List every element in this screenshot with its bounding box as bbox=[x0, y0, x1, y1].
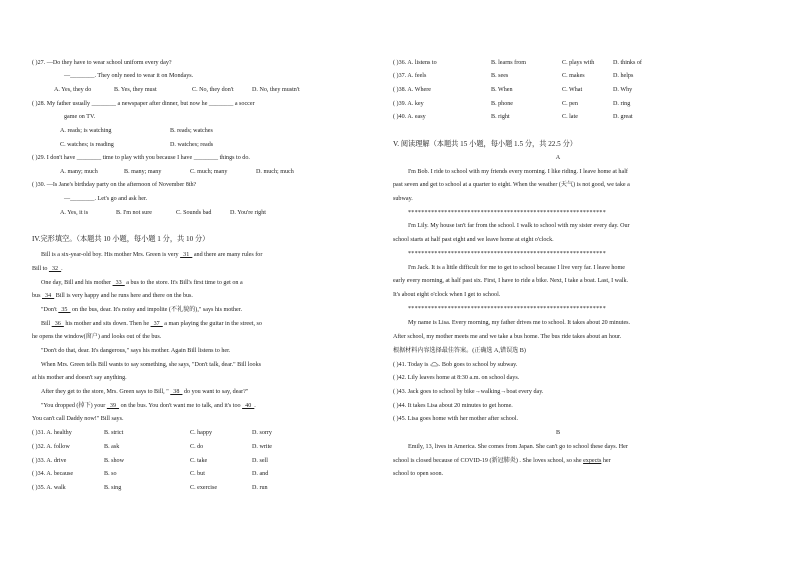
passage-a-lily-line: school starts at half past eight and we leave home at eight o'clock. bbox=[393, 237, 554, 243]
q31-35-option[interactable]: D. run bbox=[252, 485, 268, 491]
q36-40-option[interactable]: C. What bbox=[562, 87, 583, 93]
q36-40-option[interactable]: B. When bbox=[491, 87, 513, 93]
q28-option-b[interactable]: B. reads; watches bbox=[170, 128, 213, 134]
q36-40-option[interactable]: B. right bbox=[491, 114, 510, 120]
cloze-text: at his mother and doesn't say anything. bbox=[32, 375, 127, 381]
cloze-blank-32[interactable]: 32 bbox=[48, 266, 62, 272]
cloze-text: "You dropped (掉下) your bbox=[41, 403, 107, 409]
q36-40-option[interactable]: B. sees bbox=[491, 73, 509, 79]
q29-option-a[interactable]: A. many; much bbox=[60, 169, 98, 175]
cloze-line bbox=[41, 388, 248, 396]
q28-stem: ( )28. My father usually ________ a newspaper after dinner, but now he ________ a soccer bbox=[32, 101, 255, 107]
cloze-blank-39[interactable]: 39 bbox=[106, 403, 120, 409]
cloze-text: . bbox=[61, 266, 63, 272]
cloze-text: Bill is a six-year-old boy. His mother Mrs. Green is very bbox=[41, 252, 181, 258]
q28-option-d[interactable]: D. watches; reads bbox=[170, 142, 214, 148]
cloze-text: One day, Bill and his mother bbox=[41, 280, 113, 286]
cloze-line bbox=[32, 415, 124, 423]
q36-40-option[interactable]: B. phone bbox=[491, 101, 514, 107]
cloze-text: a bus to the store. It's Bill's first time to get on a bbox=[124, 280, 243, 286]
cloze-line bbox=[41, 347, 230, 355]
q27-option-d[interactable]: D. No, they mustn't bbox=[252, 87, 300, 93]
q36-40-option: ( )39. A. key bbox=[393, 101, 424, 107]
cloze-text: When Mrs. Green tells Bill wants to say something, she says, "Don't talk, dear." Bill looks bbox=[41, 362, 262, 368]
cloze-text: Bill is very happy and he runs here and there on the bus. bbox=[54, 293, 193, 299]
passage-a-jack-line: It's about eight o'clock when I get to school. bbox=[393, 292, 501, 298]
q31-35-row bbox=[32, 429, 354, 437]
cloze-blank-40[interactable]: 40 bbox=[242, 403, 255, 409]
passage-a-jack-line: I'm Jack. It is a little difficult for me to get to school because I live very far. I leave home bbox=[408, 265, 625, 271]
q31-35-row bbox=[32, 443, 354, 451]
q27-sub: —________. They only need to wear it on Mondays. bbox=[64, 73, 194, 79]
q31-35-option[interactable]: C. exercise bbox=[190, 485, 218, 491]
q31-35-option[interactable]: B. strict bbox=[104, 430, 124, 436]
q31-35-option[interactable]: B. sing bbox=[104, 485, 122, 491]
cloze-blank-33[interactable]: 33 bbox=[112, 280, 125, 286]
cloze-line bbox=[41, 251, 262, 259]
cloze-line bbox=[41, 279, 243, 287]
q31-35-option: ( )35. A. walk bbox=[32, 485, 66, 491]
q31-35-option[interactable]: C. but bbox=[190, 471, 205, 477]
q43: ( )43. Jack goes to school by bike→walking→boat every day. bbox=[393, 389, 544, 395]
q30-option-b[interactable]: B. I'm not sure bbox=[116, 210, 152, 216]
separator-stars: ************************************************************ bbox=[408, 306, 606, 312]
cloze-line bbox=[41, 306, 242, 314]
q27-option-b[interactable]: B. Yes, they must bbox=[114, 87, 157, 93]
cloze-text: "Don't bbox=[41, 307, 59, 313]
q36-40-option[interactable]: C. late bbox=[562, 114, 578, 120]
q36-40-option[interactable]: D. thinks of bbox=[613, 60, 642, 66]
q31-35-option[interactable]: B. show bbox=[104, 458, 124, 464]
underlined-word: expects bbox=[583, 458, 602, 464]
cloze-blank-34[interactable]: 34 bbox=[42, 293, 55, 299]
cloze-text: his mother and sits down. Then he bbox=[63, 321, 151, 327]
passage-b-line: Emily, 13, lives in America. She comes from Japan. She can't go to school these days. Her bbox=[408, 444, 628, 450]
cloze-text: on the bus, dear. It's noisy and impolite (不礼貌的)," says his mother. bbox=[70, 307, 242, 313]
q31-35-option[interactable]: C. do bbox=[190, 444, 204, 450]
passage-b-line: school to open soon. bbox=[393, 471, 444, 477]
cloze-line bbox=[41, 361, 261, 369]
cloze-line bbox=[32, 265, 63, 273]
cloze-text: bus bbox=[32, 293, 42, 299]
cloze-text: . bbox=[254, 403, 256, 409]
passage-a-lisa-line: My name is Lisa. Every morning, my father drives me to school. It takes about 20 minutes. bbox=[408, 320, 631, 326]
q31-35-option[interactable]: D. and bbox=[252, 471, 269, 477]
cloze-blank-36[interactable]: 36 bbox=[51, 321, 64, 327]
cloze-line bbox=[32, 333, 161, 341]
separator-stars: ************************************************************ bbox=[408, 210, 606, 216]
q41 bbox=[393, 361, 517, 369]
q36-40-option[interactable]: C. plays with bbox=[562, 60, 595, 66]
cloze-text: he opens the window(窗户) and looks out of the bus. bbox=[32, 334, 162, 340]
cloze-text: After they get to the store, Mrs. Green says to Bill, " bbox=[41, 389, 171, 395]
q44: ( )44. It takes Lisa about 20 minutes to get home. bbox=[393, 403, 513, 409]
q28-options-row1 bbox=[60, 127, 350, 135]
q31-35-option[interactable]: C. happy bbox=[190, 430, 213, 436]
passage-a-lisa-line: After school, my mother meets me and we take a bus home. The bus ride takes about an hour. bbox=[393, 334, 622, 340]
q29-option-d[interactable]: D. much; much bbox=[256, 169, 294, 175]
q31-35-row bbox=[32, 470, 354, 478]
passage-a-bob-line: I'm Bob. I ride to school with my friends every morning. I like riding. I leave home at half bbox=[408, 169, 628, 175]
passage-b-label: B bbox=[555, 430, 561, 436]
q28-option-c[interactable]: C. watches; is reading bbox=[60, 142, 114, 148]
cloze-text: "Don't do that, dear. It's dangerous," says his mother. Again Bill listens to her. bbox=[41, 348, 231, 354]
q31-35-option: ( )34. A. because bbox=[32, 471, 74, 477]
section-4-title: IV.完形填空。（本题共 10 小题，每小题 1 分，共 10 分） bbox=[32, 235, 210, 243]
q29-stem: ( )29. I don't have ________ time to play with you because I have ________ things to do. bbox=[32, 155, 250, 161]
q27-option-c[interactable]: C. No, they don't bbox=[192, 87, 234, 93]
q36-40-option: ( )38. A. Where bbox=[393, 87, 431, 93]
cloze-line bbox=[32, 292, 193, 300]
cloze-text: a man playing the guitar in the street, so bbox=[162, 321, 262, 327]
q36-40-option[interactable]: C. pen bbox=[562, 101, 578, 107]
q28-cont: game on TV. bbox=[64, 114, 96, 120]
cloze-line bbox=[41, 402, 256, 410]
cloze-text: on the bus. You don't want me to talk, and it's too bbox=[119, 403, 243, 409]
q28-option-a[interactable]: A. reads; is watching bbox=[60, 128, 112, 134]
q27-stem: ( )27. —Do they have to wear school uniform every day? bbox=[32, 60, 172, 66]
cloze-line bbox=[41, 320, 262, 328]
q36-40-option: ( )40. A. easy bbox=[393, 114, 426, 120]
q36-40-row bbox=[393, 59, 723, 67]
q36-40-row bbox=[393, 72, 723, 80]
q31-35-option: ( )32. A. follow bbox=[32, 444, 70, 450]
q30-option-c[interactable]: C. Sounds bad bbox=[176, 210, 212, 216]
passage-b-line bbox=[393, 457, 611, 465]
passage-a-jack-line: early every morning, at half past six. First, I have to ride a bike. Next, I take a boat. Last, I walk. bbox=[393, 278, 629, 284]
q36-40-option[interactable]: D. helps bbox=[613, 73, 634, 79]
q36-40-option: ( )36. A. listens to bbox=[393, 60, 437, 66]
passage-a-label: A bbox=[555, 155, 561, 161]
cloud-icon bbox=[430, 361, 439, 367]
cloze-blank-31[interactable]: 31 bbox=[180, 252, 193, 258]
q41-before: ( )41. Today is bbox=[393, 362, 430, 368]
q31-35-option[interactable]: C. take bbox=[190, 458, 208, 464]
q30-stem: ( )30. —Is Jane's birthday party on the afternoon of November 8th? bbox=[32, 182, 197, 188]
q36-40-option[interactable]: C. makes bbox=[562, 73, 585, 79]
q27-option-a[interactable]: A. Yes, they do bbox=[54, 87, 92, 93]
q29-option-c[interactable]: C. much; many bbox=[190, 169, 228, 175]
q30-option-a[interactable]: A. Yes, it is bbox=[60, 210, 89, 216]
q31-35-option: ( )33. A. drive bbox=[32, 458, 67, 464]
q31-35-option[interactable]: B. so bbox=[104, 471, 117, 477]
section-5-title: V. 阅读理解（本题共 15 小题，每小题 1.5 分，共 22.5 分） bbox=[393, 140, 577, 148]
passage-a-bob-line: past seven and get to school at a quarter to eight. When the weather (天气) is not good, we take a bbox=[393, 182, 630, 188]
cloze-text: and there are many rules for bbox=[192, 252, 263, 258]
q36-40-option[interactable]: D. ring bbox=[613, 101, 631, 107]
q30-option-d[interactable]: D. You're right bbox=[230, 210, 266, 216]
q31-35-option[interactable]: D. sell bbox=[252, 458, 268, 464]
q31-35-row bbox=[32, 484, 354, 492]
q36-40-row bbox=[393, 100, 723, 108]
reading-instruction: 根据材料内容选择最佳答案。(正确选 A,错误选 B) bbox=[393, 348, 526, 354]
cloze-blank-35[interactable]: 35 bbox=[58, 307, 71, 313]
cloze-text: do you want to say, dear?" bbox=[182, 389, 249, 395]
q31-35-row bbox=[32, 457, 354, 465]
passage-b-text: school is closed because of COVID-19 (新冠肺炎) . She loves school, so she bbox=[393, 458, 584, 464]
cloze-text: You can't call Daddy now!" Bill says. bbox=[32, 416, 124, 422]
q29-option-b[interactable]: B. many; many bbox=[124, 169, 162, 175]
separator-stars: ************************************************************ bbox=[408, 251, 606, 257]
q36-40-option[interactable]: D. great bbox=[613, 114, 633, 120]
passage-a-bob-line: subway. bbox=[393, 196, 413, 202]
q36-40-option: ( )37. A. feels bbox=[393, 73, 427, 79]
cloze-blank-37[interactable]: 37 bbox=[150, 321, 163, 327]
q36-40-option[interactable]: D. Why bbox=[613, 87, 633, 93]
q36-40-row bbox=[393, 113, 723, 121]
cloze-blank-38[interactable]: 38 bbox=[170, 389, 183, 395]
q36-40-row bbox=[393, 86, 723, 94]
q30-sub: —________. Let's go and ask her. bbox=[64, 196, 148, 202]
q28-options-row2 bbox=[60, 141, 350, 149]
cloze-line bbox=[32, 374, 127, 382]
q27-options bbox=[54, 86, 354, 94]
q31-35-option: ( )31. A. healthy bbox=[32, 430, 72, 436]
q31-35-option[interactable]: B. ask bbox=[104, 444, 120, 450]
q29-options bbox=[60, 168, 350, 176]
passage-a-lily-line: I'm Lily. My house isn't far from the school. I walk to school with my sister every day. Our bbox=[408, 223, 630, 229]
passage-b-text: her bbox=[601, 458, 611, 464]
q36-40-option[interactable]: B. learns from bbox=[491, 60, 527, 66]
q45: ( )45. Lisa goes home with her mother after school. bbox=[393, 416, 519, 422]
cloze-text: Bill bbox=[41, 321, 52, 327]
q42: ( )42. Lily leaves home at 8:30 a.m. on school days. bbox=[393, 375, 520, 381]
q31-35-option[interactable]: D. sorry bbox=[252, 430, 272, 436]
cloze-text: Bill to bbox=[32, 266, 49, 272]
q30-options bbox=[60, 209, 350, 217]
q41-after: . Bob goes to school by subway. bbox=[438, 362, 518, 368]
q31-35-option[interactable]: D. write bbox=[252, 444, 272, 450]
